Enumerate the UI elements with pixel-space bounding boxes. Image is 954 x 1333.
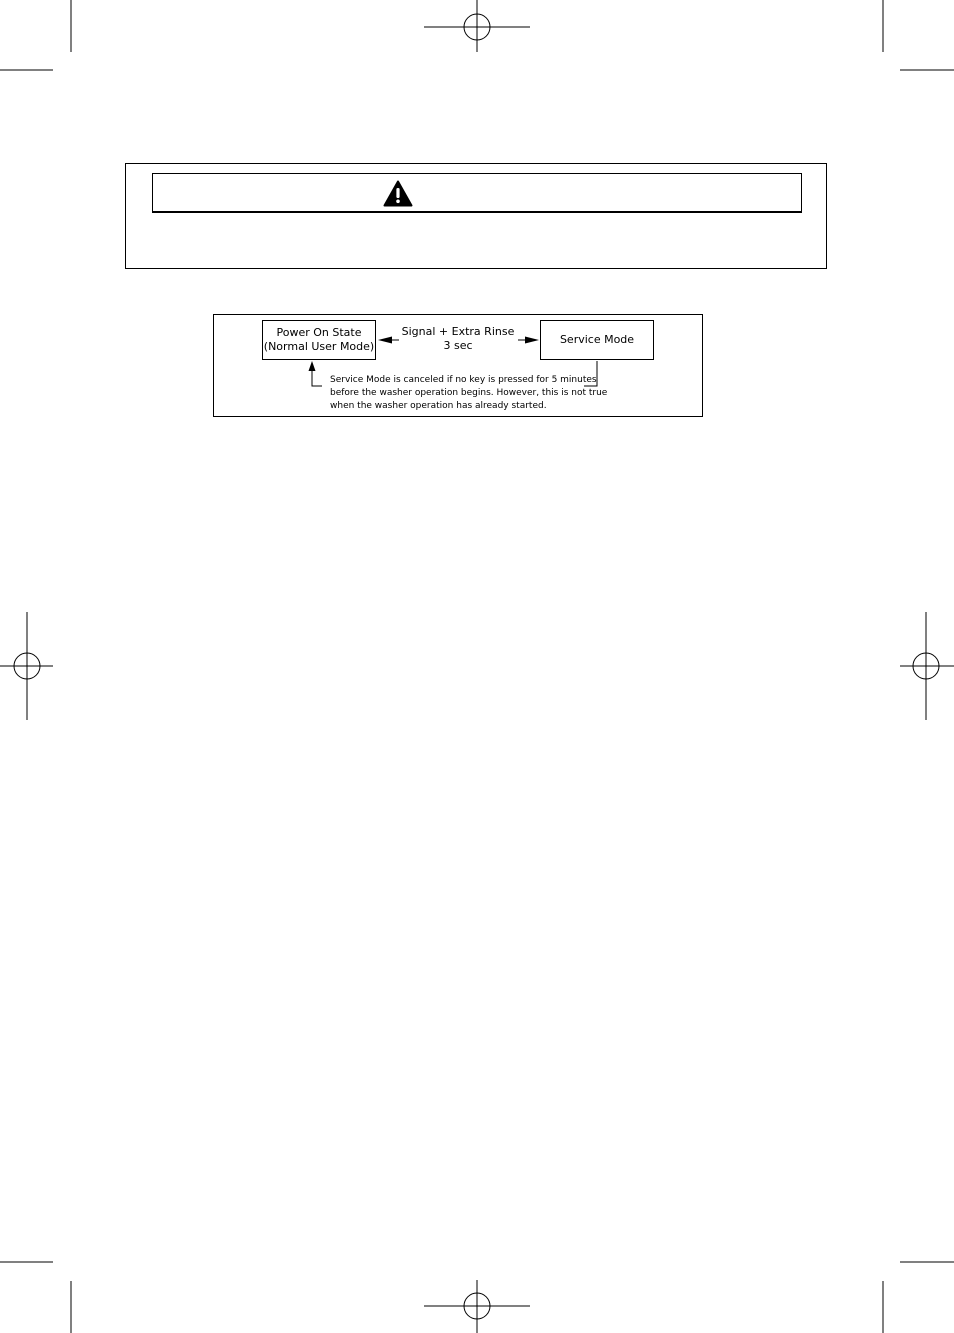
service-mode-label: Service Mode [559, 333, 635, 346]
cancel-note-line: when the washer operation has already started. [330, 401, 547, 411]
return-connector [584, 361, 597, 386]
arrow-up-icon [309, 361, 316, 371]
arrow-right-icon [525, 337, 539, 344]
return-connector [312, 370, 322, 386]
arrow-left-icon [378, 337, 392, 344]
cancel-note-line: Service Mode is canceled if no key is pressed for 5 minutes [330, 375, 597, 385]
power-on-state-label: Power On State [276, 326, 362, 339]
normal-user-mode-label: (Normal User Mode) [263, 340, 375, 353]
cancel-note-line: before the washer operation begins. However, this is not true [330, 388, 608, 398]
hold-duration-label: 3 sec [443, 339, 473, 352]
key-combination-label: Signal + Extra Rinse [401, 325, 515, 338]
